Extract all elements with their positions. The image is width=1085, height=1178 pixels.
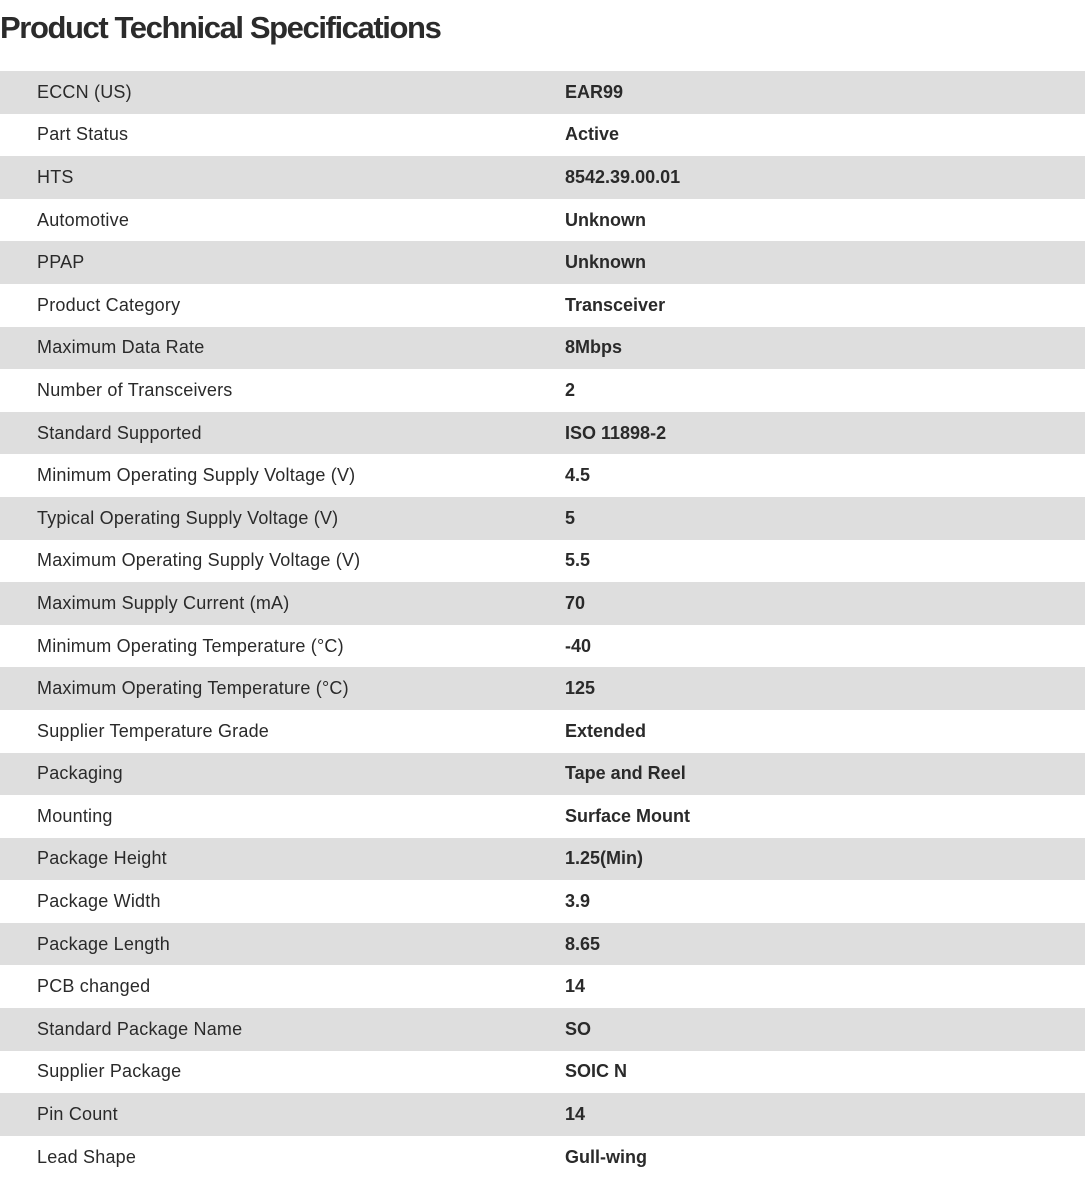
spec-row — [0, 965, 1085, 1008]
spec-label: PPAP — [37, 252, 85, 273]
spec-row — [0, 369, 1085, 412]
spec-label: Supplier Temperature Grade — [37, 720, 269, 741]
spec-row — [0, 582, 1085, 625]
spec-value: 8.65 — [565, 933, 601, 954]
spec-value: 5 — [565, 507, 576, 528]
spec-label: ECCN (US) — [37, 81, 132, 102]
spec-value: 4.5 — [565, 465, 591, 486]
spec-label: Product Category — [37, 294, 181, 315]
spec-value: SOIC N — [565, 1061, 628, 1082]
spec-value: Unknown — [565, 252, 646, 273]
spec-table-body — [0, 71, 1085, 1178]
spec-label: Maximum Data Rate — [37, 337, 205, 358]
spec-label: Minimum Operating Supply Voltage (V) — [37, 465, 356, 486]
spec-label: Number of Transceivers — [37, 379, 233, 400]
spec-label: Standard Supported — [37, 422, 202, 443]
spec-value: 14 — [565, 1104, 586, 1125]
spec-label: Supplier Package — [37, 1061, 182, 1082]
spec-label: PCB changed — [37, 976, 151, 997]
spec-value: Tape and Reel — [565, 763, 686, 784]
spec-value: SO — [565, 1018, 592, 1039]
spec-value: 8Mbps — [565, 337, 623, 358]
spec-row — [0, 327, 1085, 370]
spec-row — [0, 497, 1085, 540]
spec-row — [0, 71, 1085, 114]
spec-value: Transceiver — [565, 294, 666, 315]
spec-label: Maximum Operating Supply Voltage (V) — [37, 550, 361, 571]
spec-label: Minimum Operating Temperature (°C) — [37, 635, 344, 656]
spec-row — [0, 156, 1085, 199]
spec-label: Standard Package Name — [37, 1018, 243, 1039]
spec-table — [0, 71, 1085, 1178]
spec-row — [0, 880, 1085, 923]
spec-value: 8542.39.00.01 — [565, 166, 681, 187]
spec-value: Unknown — [565, 209, 646, 230]
spec-row — [0, 923, 1085, 966]
spec-label: HTS — [37, 166, 74, 187]
spec-label: Maximum Operating Temperature (°C) — [37, 678, 349, 699]
spec-row — [0, 114, 1085, 157]
spec-label: Automotive — [37, 209, 130, 230]
spec-row — [0, 838, 1085, 881]
spec-label: Package Width — [37, 891, 161, 912]
spec-label: Lead Shape — [37, 1146, 137, 1167]
spec-row — [0, 454, 1085, 497]
page-title: Product Technical Specifications — [0, 10, 441, 45]
spec-row — [0, 753, 1085, 796]
spec-row — [0, 1051, 1085, 1094]
spec-value: 2 — [565, 379, 576, 400]
spec-label: Package Length — [37, 933, 170, 954]
spec-row — [0, 710, 1085, 753]
spec-label: Pin Count — [37, 1104, 118, 1125]
spec-label: Maximum Supply Current (mA) — [37, 592, 290, 613]
spec-value: 125 — [565, 678, 596, 699]
spec-value: Active — [565, 124, 620, 145]
spec-row — [0, 1093, 1085, 1136]
spec-row — [0, 412, 1085, 455]
spec-label: Part Status — [37, 124, 129, 145]
spec-value: 14 — [565, 976, 586, 997]
spec-value: 70 — [565, 592, 586, 613]
spec-row — [0, 241, 1085, 284]
spec-value: Extended — [565, 720, 647, 741]
spec-label: Packaging — [37, 763, 123, 784]
spec-label: Mounting — [37, 805, 113, 826]
spec-value: ISO 11898-2 — [565, 422, 667, 443]
spec-row — [0, 625, 1085, 668]
spec-row — [0, 1136, 1085, 1178]
spec-value: 5.5 — [565, 550, 591, 571]
spec-label: Typical Operating Supply Voltage (V) — [37, 507, 339, 528]
spec-value: 3.9 — [565, 891, 591, 912]
spec-value: EAR99 — [565, 81, 624, 102]
spec-value: 1.25(Min) — [565, 848, 644, 869]
spec-row — [0, 795, 1085, 838]
spec-row — [0, 284, 1085, 327]
spec-value: -40 — [565, 635, 592, 656]
spec-value: Surface Mount — [565, 805, 691, 826]
spec-row — [0, 540, 1085, 583]
spec-row — [0, 1008, 1085, 1051]
spec-row — [0, 667, 1085, 710]
spec-row — [0, 199, 1085, 242]
spec-value: Gull-wing — [565, 1146, 647, 1167]
spec-label: Package Height — [37, 848, 167, 869]
